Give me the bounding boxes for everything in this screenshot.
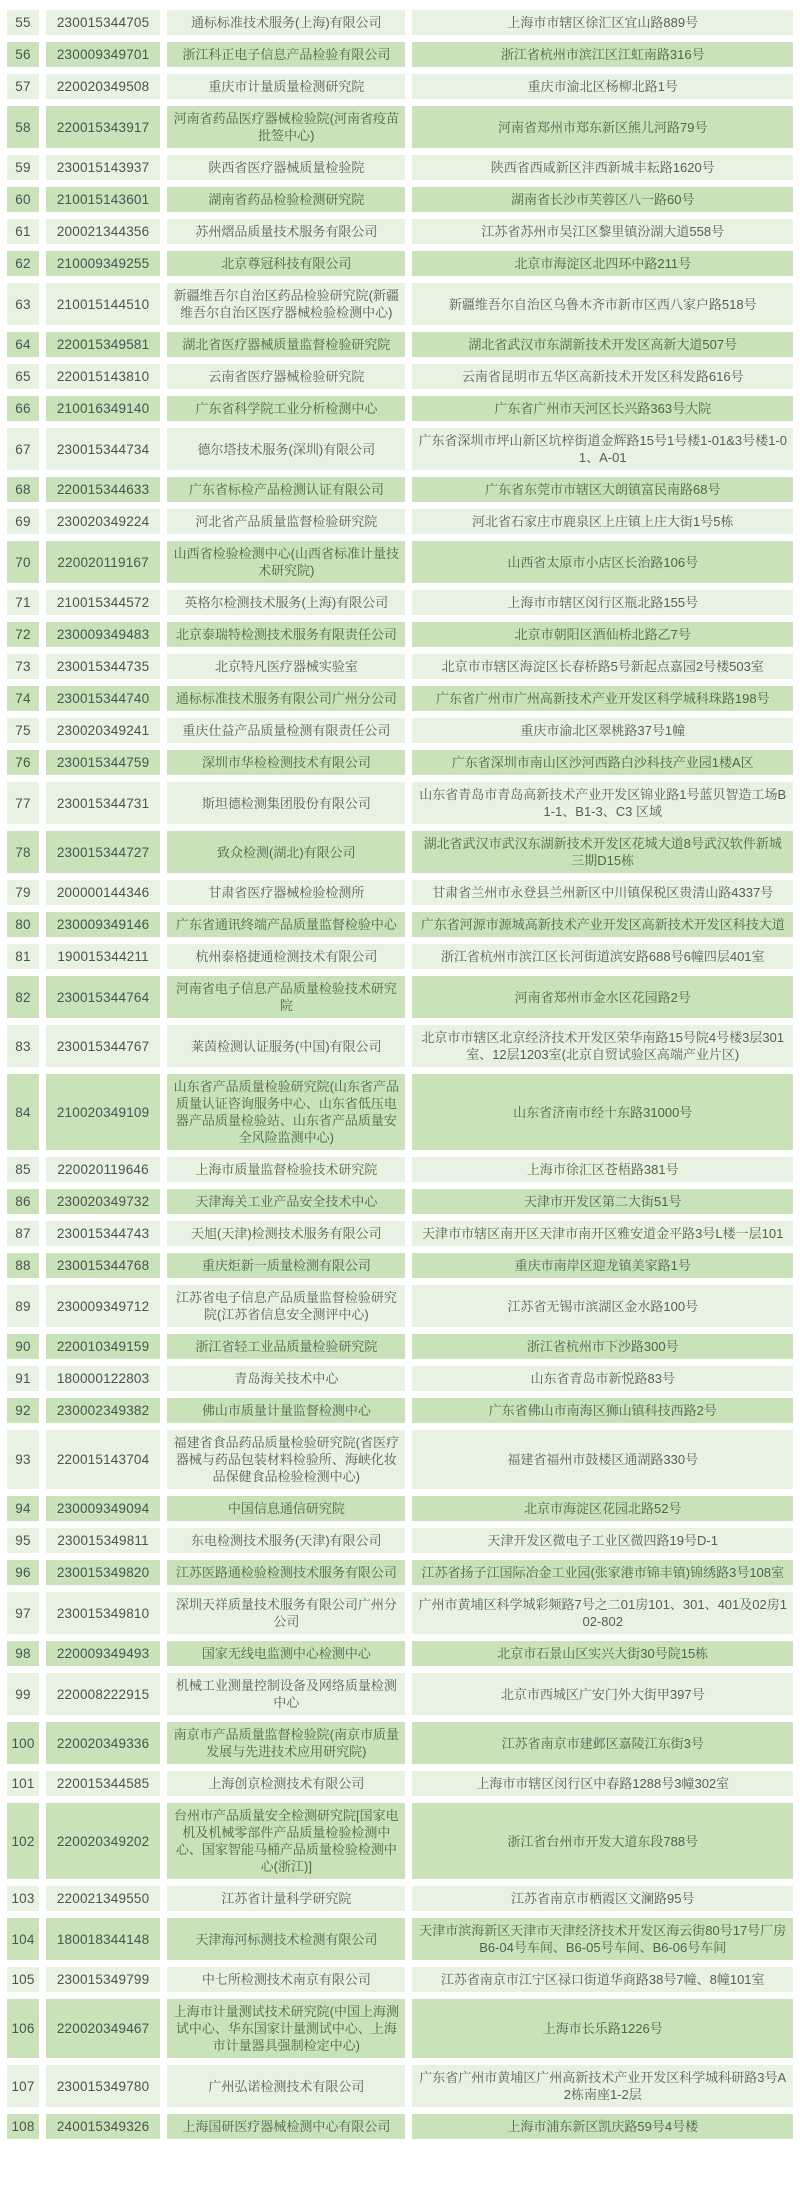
registration-id-cell: 220015349581 xyxy=(46,332,160,357)
row-number-cell: 68 xyxy=(7,477,39,502)
agency-address-cell: 新疆维吾尔自治区乌鲁木齐市新市区西八家户路518号 xyxy=(412,283,793,325)
agency-address-cell: 广东省深圳市坪山新区坑梓街道金辉路15号1号楼1-01&3号楼1-01、A-01 xyxy=(412,428,793,470)
agency-address-cell: 重庆市渝北区杨柳北路1号 xyxy=(412,74,793,99)
table-row xyxy=(7,976,793,1018)
table-row xyxy=(7,541,793,583)
agency-name-cell: 重庆市计量质量检测研究院 xyxy=(167,74,405,99)
agency-name-cell: 重庆仕益产品质量检测有限责任公司 xyxy=(167,718,405,743)
agency-address-cell: 天津市开发区第二大街51号 xyxy=(412,1189,793,1214)
agency-name-cell: 浙江省轻工业品质量检验研究院 xyxy=(167,1334,405,1359)
table-row xyxy=(7,251,793,276)
agency-name-cell: 上海市质量监督检验技术研究院 xyxy=(167,1157,405,1182)
agency-address-cell: 浙江省杭州市滨江区江虹南路316号 xyxy=(412,42,793,67)
agency-name-cell: 南京市产品质量监督检验院(南京市质量发展与先进技术应用研究院) xyxy=(167,1722,405,1764)
table-row xyxy=(7,364,793,389)
registration-id-cell: 200000144346 xyxy=(46,880,160,905)
agency-name-cell: 青岛海关技术中心 xyxy=(167,1366,405,1391)
registration-id-cell: 210015344572 xyxy=(46,590,160,615)
registration-id-cell: 220015344633 xyxy=(46,477,160,502)
table-row xyxy=(7,332,793,357)
table-row xyxy=(7,1528,793,1553)
table-row xyxy=(7,477,793,502)
table-row xyxy=(7,42,793,67)
registration-id-cell: 220009349493 xyxy=(46,1641,160,1666)
row-number-cell: 61 xyxy=(7,219,39,244)
row-number-cell: 70 xyxy=(7,541,39,583)
registration-id-cell: 220020349467 xyxy=(46,1999,160,2058)
row-number-cell: 107 xyxy=(7,2065,39,2107)
agency-name-cell: 佛山市质量计量监督检测中心 xyxy=(167,1398,405,1423)
registration-id-cell: 230015344740 xyxy=(46,686,160,711)
table-row xyxy=(7,718,793,743)
agency-address-cell: 北京市石景山区实兴大街30号院15栋 xyxy=(412,1641,793,1666)
registration-id-cell: 230015349820 xyxy=(46,1560,160,1585)
table-row xyxy=(7,782,793,824)
agency-address-cell: 广州市黄埔区科学城彩频路7号之二01房101、301、401及02房102-802 xyxy=(412,1592,793,1634)
agency-address-cell: 广东省深圳市南山区沙河西路白沙科技产业园1楼A区 xyxy=(412,750,793,775)
row-number-cell: 67 xyxy=(7,428,39,470)
table-row xyxy=(7,1157,793,1182)
table-row xyxy=(7,155,793,180)
registration-id-cell: 230009349094 xyxy=(46,1496,160,1521)
agency-address-cell: 广东省佛山市南海区狮山镇科技西路2号 xyxy=(412,1398,793,1423)
row-number-cell: 106 xyxy=(7,1999,39,2058)
registration-id-cell: 220015143810 xyxy=(46,364,160,389)
agency-address-cell: 重庆市渝北区翠桃路37号1幢 xyxy=(412,718,793,743)
registration-id-cell: 230015143937 xyxy=(46,155,160,180)
row-number-cell: 81 xyxy=(7,944,39,969)
table-row xyxy=(7,1918,793,1960)
agency-name-cell: 广州弘诺检测技术有限公司 xyxy=(167,2065,405,2107)
table-row xyxy=(7,686,793,711)
agency-address-cell: 广东省广州市黄埔区广州高新技术产业开发区科学城科研路3号A2栋南座1-2层 xyxy=(412,2065,793,2107)
agency-name-cell: 机械工业测量控制设备及网络质量检测中心 xyxy=(167,1673,405,1715)
registration-id-cell: 220021349550 xyxy=(46,1886,160,1911)
table-row xyxy=(7,1074,793,1150)
row-number-cell: 96 xyxy=(7,1560,39,1585)
table-row xyxy=(7,219,793,244)
registration-id-cell: 230015344705 xyxy=(46,10,160,35)
agency-name-cell: 杭州泰格捷通检测技术有限公司 xyxy=(167,944,405,969)
table-row xyxy=(7,1592,793,1634)
agency-name-cell: 湖南省药品检验检测研究院 xyxy=(167,187,405,212)
row-number-cell: 104 xyxy=(7,1918,39,1960)
agency-name-cell: 深圳天祥质量技术服务有限公司广州分公司 xyxy=(167,1592,405,1634)
row-number-cell: 78 xyxy=(7,831,39,873)
agency-name-cell: 上海创京检测技术有限公司 xyxy=(167,1771,405,1796)
row-number-cell: 84 xyxy=(7,1074,39,1150)
table-row xyxy=(7,1025,793,1067)
agency-name-cell: 重庆炬新一质量检测有限公司 xyxy=(167,1253,405,1278)
row-number-cell: 87 xyxy=(7,1221,39,1246)
row-number-cell: 86 xyxy=(7,1189,39,1214)
agency-name-cell: 东电检测技术服务(天津)有限公司 xyxy=(167,1528,405,1553)
row-number-cell: 103 xyxy=(7,1886,39,1911)
row-number-cell: 57 xyxy=(7,74,39,99)
row-number-cell: 58 xyxy=(7,106,39,148)
table-row xyxy=(7,1430,793,1489)
agency-address-cell: 江苏省苏州市吴江区黎里镇汾湖大道558号 xyxy=(412,219,793,244)
agency-address-cell: 陕西省西咸新区沣西新城丰耘路1620号 xyxy=(412,155,793,180)
agency-address-cell: 河北省石家庄市鹿泉区上庄镇上庄大街1号5栋 xyxy=(412,509,793,534)
agency-name-cell: 广东省通讯终端产品质量监督检验中心 xyxy=(167,912,405,937)
agency-name-cell: 江苏医路通检验检测技术服务有限公司 xyxy=(167,1560,405,1585)
registration-id-cell: 230015344768 xyxy=(46,1253,160,1278)
agency-address-cell: 江苏省无锡市滨湖区金水路100号 xyxy=(412,1285,793,1327)
registration-id-cell: 230015349811 xyxy=(46,1528,160,1553)
agency-name-cell: 江苏省计量科学研究院 xyxy=(167,1886,405,1911)
row-number-cell: 99 xyxy=(7,1673,39,1715)
row-number-cell: 77 xyxy=(7,782,39,824)
agency-name-cell: 山西省检验检测中心(山西省标准计量技术研究院) xyxy=(167,541,405,583)
registration-id-cell: 230015344743 xyxy=(46,1221,160,1246)
registration-id-cell: 180000122803 xyxy=(46,1366,160,1391)
row-number-cell: 105 xyxy=(7,1967,39,1992)
agency-address-cell: 江苏省南京市栖霞区文澜路95号 xyxy=(412,1886,793,1911)
row-number-cell: 76 xyxy=(7,750,39,775)
table-row xyxy=(7,1398,793,1423)
registration-id-cell: 230020349224 xyxy=(46,509,160,534)
agency-name-cell: 台州市产品质量安全检测研究院[国家电机及机械零部件产品质量检验检测中心、国家智能马桶产品质量检验检测中心(浙江)] xyxy=(167,1803,405,1879)
table-row xyxy=(7,750,793,775)
registration-id-cell: 220008222915 xyxy=(46,1673,160,1715)
table-row xyxy=(7,187,793,212)
registration-id-cell: 220020349508 xyxy=(46,74,160,99)
agency-name-cell: 天津海河标测技术检测有限公司 xyxy=(167,1918,405,1960)
agency-address-cell: 广东省河源市源城高新技术产业开发区高新技术开发区科技大道 xyxy=(412,912,793,937)
agency-name-cell: 北京特凡医疗器械实验室 xyxy=(167,654,405,679)
agency-address-cell: 河南省郑州市金水区花园路2号 xyxy=(412,976,793,1018)
agency-address-cell: 北京市市辖区北京经济技术开发区荣华南路15号院4号楼3层301室、12层1203室(北京自贸试验区高端产业片区) xyxy=(412,1025,793,1067)
agency-name-cell: 新疆维吾尔自治区药品检验研究院(新疆维吾尔自治区医疗器械检验检测中心) xyxy=(167,283,405,325)
row-number-cell: 60 xyxy=(7,187,39,212)
table-row xyxy=(7,1967,793,1992)
agency-name-cell: 浙江科正电子信息产品检验有限公司 xyxy=(167,42,405,67)
registration-id-cell: 210015144510 xyxy=(46,283,160,325)
table-row xyxy=(7,944,793,969)
row-number-cell: 65 xyxy=(7,364,39,389)
agency-address-cell: 山东省青岛市新悦路83号 xyxy=(412,1366,793,1391)
row-number-cell: 108 xyxy=(7,2114,39,2139)
agency-address-cell: 湖北省武汉市武汉东湖新技术开发区花城大道8号武汉软件新城三期D15栋 xyxy=(412,831,793,873)
registration-id-cell: 190015344211 xyxy=(46,944,160,969)
row-number-cell: 62 xyxy=(7,251,39,276)
table-row xyxy=(7,1722,793,1764)
agency-address-cell: 广东省广州市广州高新技术产业开发区科学城科珠路198号 xyxy=(412,686,793,711)
agency-address-cell: 江苏省扬子江国际冶金工业园(张家港市锦丰镇)锦绣路3号108室 xyxy=(412,1560,793,1585)
registration-id-cell: 210009349255 xyxy=(46,251,160,276)
registration-id-cell: 230009349146 xyxy=(46,912,160,937)
row-number-cell: 66 xyxy=(7,396,39,421)
agency-address-cell: 天津开发区微电子工业区微四路19号D-1 xyxy=(412,1528,793,1553)
agency-address-cell: 山东省青岛市青岛高新技术产业开发区锦业路1号蓝贝智造工场B1-1、B1-3、C3 区域 xyxy=(412,782,793,824)
registration-id-cell: 230015344735 xyxy=(46,654,160,679)
agency-address-cell: 湖北省武汉市东湖新技术开发区高新大道507号 xyxy=(412,332,793,357)
table-row xyxy=(7,1673,793,1715)
table-row xyxy=(7,1366,793,1391)
agency-address-cell: 上海市市辖区闵行区瓶北路155号 xyxy=(412,590,793,615)
agency-address-cell: 广东省广州市天河区长兴路363号大院 xyxy=(412,396,793,421)
row-number-cell: 91 xyxy=(7,1366,39,1391)
agency-name-cell: 云南省医疗器械检验研究院 xyxy=(167,364,405,389)
registration-id-cell: 210020349109 xyxy=(46,1074,160,1150)
registration-id-cell: 220015344585 xyxy=(46,1771,160,1796)
agency-name-cell: 陕西省医疗器械质量检验院 xyxy=(167,155,405,180)
table-row xyxy=(7,912,793,937)
agency-name-cell: 广东省科学院工业分析检测中心 xyxy=(167,396,405,421)
registration-id-cell: 210015143601 xyxy=(46,187,160,212)
table-row xyxy=(7,590,793,615)
registration-id-cell: 200021344356 xyxy=(46,219,160,244)
agency-name-cell: 天旭(天津)检测技术服务有限公司 xyxy=(167,1221,405,1246)
table-row xyxy=(7,2114,793,2139)
agency-name-cell: 中七所检测技术南京有限公司 xyxy=(167,1967,405,1992)
agency-address-cell: 北京市朝阳区酒仙桥北路乙7号 xyxy=(412,622,793,647)
row-number-cell: 94 xyxy=(7,1496,39,1521)
registration-id-cell: 230002349382 xyxy=(46,1398,160,1423)
table-row xyxy=(7,880,793,905)
agency-name-cell: 德尔塔技术服务(深圳)有限公司 xyxy=(167,428,405,470)
agency-name-cell: 河南省电子信息产品质量检验技术研究院 xyxy=(167,976,405,1018)
agency-address-cell: 重庆市南岸区迎龙镇美家路1号 xyxy=(412,1253,793,1278)
table-row xyxy=(7,1285,793,1327)
table-row xyxy=(7,1496,793,1521)
row-number-cell: 89 xyxy=(7,1285,39,1327)
row-number-cell: 73 xyxy=(7,654,39,679)
registration-id-cell: 230015344764 xyxy=(46,976,160,1018)
row-number-cell: 98 xyxy=(7,1641,39,1666)
agency-name-cell: 苏州熠品质量技术服务有限公司 xyxy=(167,219,405,244)
agency-address-cell: 江苏省南京市建邺区嘉陵江东街3号 xyxy=(412,1722,793,1764)
agency-address-cell: 福建省福州市鼓楼区通湖路330号 xyxy=(412,1430,793,1489)
row-number-cell: 63 xyxy=(7,283,39,325)
table-row xyxy=(7,831,793,873)
agency-table xyxy=(0,3,800,2146)
table-row xyxy=(7,1560,793,1585)
agency-address-cell: 上海市市辖区徐汇区宜山路889号 xyxy=(412,10,793,35)
agency-address-cell: 甘肃省兰州市永登县兰州新区中川镇保税区贵清山路4337号 xyxy=(412,880,793,905)
table-row xyxy=(7,1803,793,1879)
agency-name-cell: 英格尔检测技术服务(上海)有限公司 xyxy=(167,590,405,615)
agency-name-cell: 天津海关工业产品安全技术中心 xyxy=(167,1189,405,1214)
row-number-cell: 83 xyxy=(7,1025,39,1067)
row-number-cell: 97 xyxy=(7,1592,39,1634)
table-row xyxy=(7,1334,793,1359)
agency-name-cell: 甘肃省医疗器械检验检测所 xyxy=(167,880,405,905)
registration-id-cell: 240015349326 xyxy=(46,2114,160,2139)
agency-name-cell: 福建省食品药品质量检验研究院(省医疗器械与药品包装材料检验所、海峡化妆品保健食品检验检测中心) xyxy=(167,1430,405,1489)
agency-address-cell: 北京市海淀区花园北路52号 xyxy=(412,1496,793,1521)
agency-table-body xyxy=(7,10,793,2139)
registration-id-cell: 230015344734 xyxy=(46,428,160,470)
agency-name-cell: 上海国研医疗器械检测中心有限公司 xyxy=(167,2114,405,2139)
row-number-cell: 93 xyxy=(7,1430,39,1489)
registration-id-cell: 230009349712 xyxy=(46,1285,160,1327)
registration-id-cell: 220020119167 xyxy=(46,541,160,583)
agency-address-cell: 湖南省长沙市芙蓉区八一路60号 xyxy=(412,187,793,212)
agency-address-cell: 北京市西城区广安门外大街甲397号 xyxy=(412,1673,793,1715)
table-row xyxy=(7,1999,793,2058)
table-row xyxy=(7,10,793,35)
agency-name-cell: 广东省标检产品检测认证有限公司 xyxy=(167,477,405,502)
registration-id-cell: 230020349241 xyxy=(46,718,160,743)
table-row xyxy=(7,509,793,534)
agency-name-cell: 斯坦德检测集团股份有限公司 xyxy=(167,782,405,824)
agency-name-cell: 通标标准技术服务(上海)有限公司 xyxy=(167,10,405,35)
table-row xyxy=(7,1886,793,1911)
row-number-cell: 72 xyxy=(7,622,39,647)
agency-name-cell: 莱茵检测认证服务(中国)有限公司 xyxy=(167,1025,405,1067)
agency-name-cell: 山东省产品质量检验研究院(山东省产品质量认证咨询服务中心、山东省低压电器产品质量检验站、山东省产品质量安全风险监测中心) xyxy=(167,1074,405,1150)
registration-id-cell: 220020349202 xyxy=(46,1803,160,1879)
table-row xyxy=(7,1189,793,1214)
agency-name-cell: 深圳市华检检测技术有限公司 xyxy=(167,750,405,775)
agency-address-cell: 上海市长乐路1226号 xyxy=(412,1999,793,2058)
table-row xyxy=(7,1641,793,1666)
row-number-cell: 85 xyxy=(7,1157,39,1182)
row-number-cell: 101 xyxy=(7,1771,39,1796)
agency-name-cell: 湖北省医疗器械质量监督检验研究院 xyxy=(167,332,405,357)
table-row xyxy=(7,1771,793,1796)
table-row xyxy=(7,2065,793,2107)
registration-id-cell: 230015349810 xyxy=(46,1592,160,1634)
row-number-cell: 59 xyxy=(7,155,39,180)
row-number-cell: 90 xyxy=(7,1334,39,1359)
table-row xyxy=(7,1221,793,1246)
agency-name-cell: 国家无线电监测中心检测中心 xyxy=(167,1641,405,1666)
agency-address-cell: 江苏省南京市江宁区禄口街道华商路38号7幢、8幢101室 xyxy=(412,1967,793,1992)
registration-id-cell: 230015349780 xyxy=(46,2065,160,2107)
row-number-cell: 74 xyxy=(7,686,39,711)
agency-name-cell: 江苏省电子信息产品质量监督检验研究院(江苏省信息安全测评中心) xyxy=(167,1285,405,1327)
table-row xyxy=(7,283,793,325)
agency-name-cell: 河北省产品质量监督检验研究院 xyxy=(167,509,405,534)
agency-name-cell: 上海市计量测试技术研究院(中国上海测试中心、华东国家计量测试中心、上海市计量器具强制检定中心) xyxy=(167,1999,405,2058)
agency-address-cell: 上海市徐汇区苍梧路381号 xyxy=(412,1157,793,1182)
registration-id-cell: 220020349336 xyxy=(46,1722,160,1764)
row-number-cell: 80 xyxy=(7,912,39,937)
registration-id-cell: 230020349732 xyxy=(46,1189,160,1214)
agency-address-cell: 北京市海淀区北四环中路211号 xyxy=(412,251,793,276)
table-row xyxy=(7,428,793,470)
agency-address-cell: 广东省东莞市市辖区大朗镇富民南路68号 xyxy=(412,477,793,502)
agency-address-cell: 上海市市辖区闵行区中春路1288号3幢302室 xyxy=(412,1771,793,1796)
agency-address-cell: 山西省太原市小店区长治路106号 xyxy=(412,541,793,583)
row-number-cell: 64 xyxy=(7,332,39,357)
registration-id-cell: 230015344759 xyxy=(46,750,160,775)
agency-name-cell: 致众检测(湖北)有限公司 xyxy=(167,831,405,873)
agency-address-cell: 河南省郑州市郑东新区熊儿河路79号 xyxy=(412,106,793,148)
agency-address-cell: 浙江省台州市开发大道东段788号 xyxy=(412,1803,793,1879)
registration-id-cell: 230015344767 xyxy=(46,1025,160,1067)
agency-address-cell: 上海市浦东新区凯庆路59号4号楼 xyxy=(412,2114,793,2139)
registration-id-cell: 180018344148 xyxy=(46,1918,160,1960)
registration-id-cell: 230015344731 xyxy=(46,782,160,824)
row-number-cell: 88 xyxy=(7,1253,39,1278)
agency-name-cell: 北京尊冠科技有限公司 xyxy=(167,251,405,276)
row-number-cell: 75 xyxy=(7,718,39,743)
table-row xyxy=(7,622,793,647)
agency-address-cell: 浙江省杭州市下沙路300号 xyxy=(412,1334,793,1359)
registration-id-cell: 230009349483 xyxy=(46,622,160,647)
row-number-cell: 95 xyxy=(7,1528,39,1553)
table-row xyxy=(7,106,793,148)
agency-name-cell: 北京泰瑞特检测技术服务有限责任公司 xyxy=(167,622,405,647)
row-number-cell: 100 xyxy=(7,1722,39,1764)
agency-address-cell: 浙江省杭州市滨江区长河街道滨安路688号6幢四层401室 xyxy=(412,944,793,969)
row-number-cell: 82 xyxy=(7,976,39,1018)
registration-id-cell: 220010349159 xyxy=(46,1334,160,1359)
registration-id-cell: 230015344727 xyxy=(46,831,160,873)
row-number-cell: 55 xyxy=(7,10,39,35)
table-row xyxy=(7,1253,793,1278)
row-number-cell: 79 xyxy=(7,880,39,905)
agency-address-cell: 天津市滨海新区天津市天津经济技术开发区海云街80号17号厂房B6-04号车间、B6-05号车间、B6-06号车间 xyxy=(412,1918,793,1960)
agency-address-cell: 山东省济南市经十东路31000号 xyxy=(412,1074,793,1150)
registration-id-cell: 220015143704 xyxy=(46,1430,160,1489)
row-number-cell: 69 xyxy=(7,509,39,534)
agency-name-cell: 通标标准技术服务有限公司广州分公司 xyxy=(167,686,405,711)
table-row xyxy=(7,654,793,679)
row-number-cell: 56 xyxy=(7,42,39,67)
row-number-cell: 102 xyxy=(7,1803,39,1879)
row-number-cell: 71 xyxy=(7,590,39,615)
table-row xyxy=(7,74,793,99)
table-row xyxy=(7,396,793,421)
registration-id-cell: 230015349799 xyxy=(46,1967,160,1992)
agency-address-cell: 北京市市辖区海淀区长春桥路5号新起点嘉园2号楼503室 xyxy=(412,654,793,679)
agency-address-cell: 云南省昆明市五华区高新技术开发区科发路616号 xyxy=(412,364,793,389)
registration-id-cell: 230009349701 xyxy=(46,42,160,67)
agency-address-cell: 天津市市辖区南开区天津市南开区雅安道金平路3号L楼一层101 xyxy=(412,1221,793,1246)
registration-id-cell: 220020119646 xyxy=(46,1157,160,1182)
agency-name-cell: 中国信息通信研究院 xyxy=(167,1496,405,1521)
registration-id-cell: 210016349140 xyxy=(46,396,160,421)
row-number-cell: 92 xyxy=(7,1398,39,1423)
registration-id-cell: 220015343917 xyxy=(46,106,160,148)
agency-name-cell: 河南省药品医疗器械检验院(河南省疫苗批签中心) xyxy=(167,106,405,148)
